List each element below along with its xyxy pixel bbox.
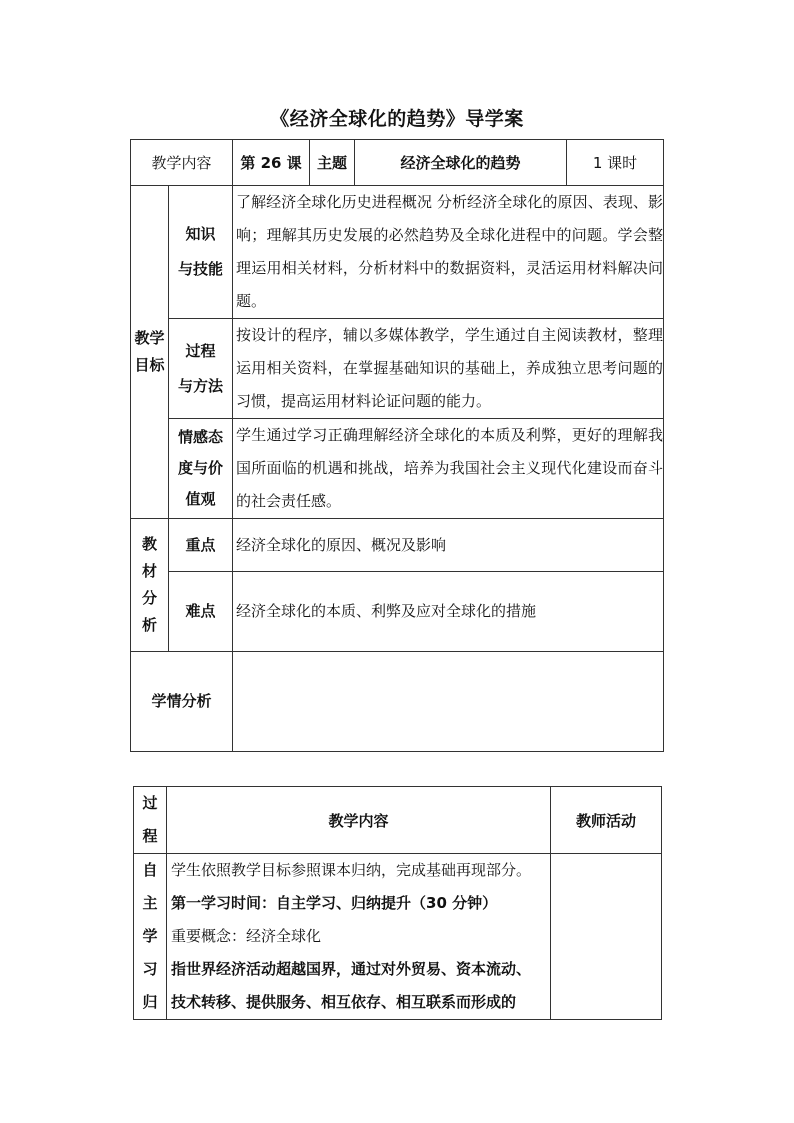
self-study-char: 习 xyxy=(142,960,158,978)
learner-analysis-text xyxy=(233,652,664,752)
emotion-label-line3: 值观 xyxy=(185,490,216,508)
content-line: 学生依照教学目标参照课本归纳，完成基础再现部分。 xyxy=(171,861,532,879)
process-col-char: 程 xyxy=(142,827,158,845)
self-study-content xyxy=(167,854,551,1020)
key-point-label: 重点 xyxy=(169,519,233,572)
difficult-point-text: 经济全球化的本质、利弊及应对全球化的措施 xyxy=(233,572,664,652)
content-line: 第一学习时间：自主学习、归纳提升（30 分钟） xyxy=(171,894,498,912)
knowledge-label-line1: 知识 xyxy=(185,225,216,243)
knowledge-label-line2: 与技能 xyxy=(178,260,224,278)
self-study-label xyxy=(134,854,167,1020)
teacher-activity-cell xyxy=(551,854,662,1020)
content-line: 指世界经济活动超越国界，通过对外贸易、资本流动、 xyxy=(171,960,532,978)
emotion-text: 学生通过学习正确理解经济全球化的本质及利弊，更好的理解我国所面临的机遇和挑战，培养为我国社会主义现代化建设而奋斗的社会责任感。 xyxy=(233,419,664,519)
process-content-header: 教学内容 xyxy=(167,787,551,854)
process-label-line2: 与方法 xyxy=(178,376,224,395)
analysis-label-char: 析 xyxy=(141,616,157,634)
difficult-point-label: 难点 xyxy=(169,572,233,652)
analysis-label-char: 教 xyxy=(141,535,157,553)
header-theme: 经济全球化的趋势 xyxy=(355,140,567,186)
goals-label xyxy=(131,186,169,519)
knowledge-label xyxy=(169,186,233,319)
emotion-label-line2: 度与价 xyxy=(178,459,224,477)
emotion-label-line1: 情感态 xyxy=(178,428,224,446)
self-study-char: 归 xyxy=(142,993,158,1011)
emotion-label xyxy=(169,419,233,519)
process-label xyxy=(169,319,233,419)
analysis-label xyxy=(131,519,169,652)
lesson-plan-table xyxy=(130,139,664,752)
self-study-char: 学 xyxy=(142,927,158,945)
teaching-process-table xyxy=(133,786,662,1020)
header-theme-label: 主题 xyxy=(310,140,355,186)
content-line: 技术转移、提供服务、相互依存、相互联系而形成的 xyxy=(171,993,517,1011)
content-line: 重要概念：经济全球化 xyxy=(171,927,322,945)
analysis-label-char: 材 xyxy=(141,562,157,580)
teacher-activity-header: 教师活动 xyxy=(551,787,662,854)
process-text: 按设计的程序，辅以多媒体教学，学生通过自主阅读教材，整理运用相关资料，在掌握基础知识的基础上，养成独立思考问题的习惯，提高运用材料论证问题的能力。 xyxy=(233,319,664,419)
key-point-text: 经济全球化的原因、概况及影响 xyxy=(233,519,664,572)
self-study-char: 主 xyxy=(142,894,158,912)
knowledge-text: 了解经济全球化历史进程概况 分析经济全球化的原因、表现、影响；理解其历史发展的必然趋势及全球化进程中的问题。学会整理运用相关材料，分析材料中的数据资料，灵活运用材料解决问题。 xyxy=(233,186,664,319)
analysis-label-char: 分 xyxy=(141,589,157,607)
process-col-label xyxy=(134,787,167,854)
document-title: 《经济全球化的趋势》导学案 xyxy=(270,108,524,130)
process-col-char: 过 xyxy=(142,794,158,812)
goals-label-line1: 教学 xyxy=(134,329,165,347)
goals-label-line2: 目标 xyxy=(134,356,165,374)
header-lesson-number: 第 26 课 xyxy=(233,140,310,186)
header-teaching-content: 教学内容 xyxy=(131,140,233,186)
header-period: 1 课时 xyxy=(567,140,664,186)
self-study-char: 自 xyxy=(142,861,158,879)
process-label-line1: 过程 xyxy=(185,341,216,360)
learner-analysis-label: 学情分析 xyxy=(131,652,233,752)
